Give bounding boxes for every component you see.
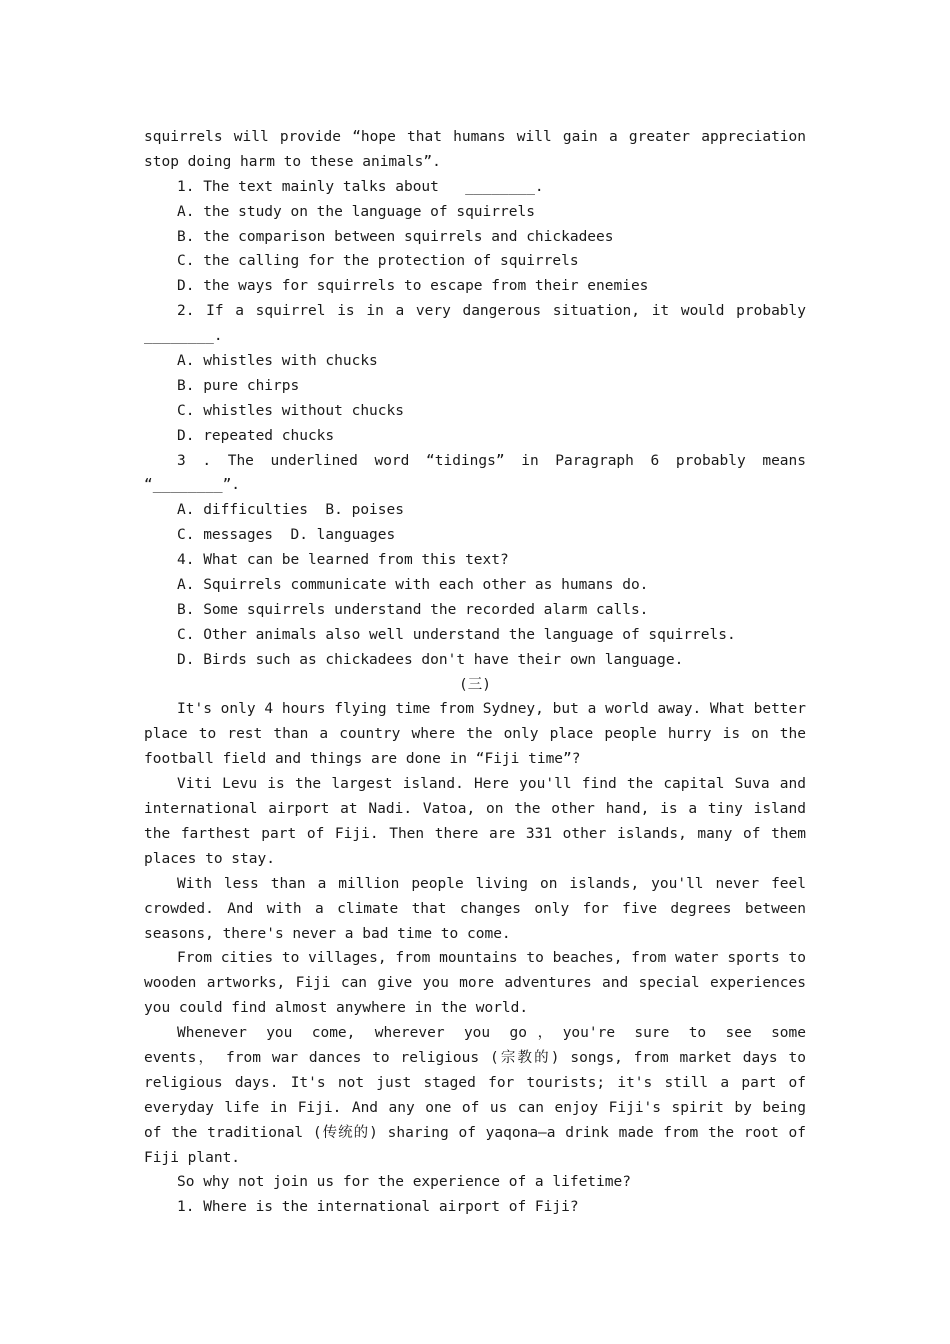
text-line: A. whistles with chucks (177, 353, 378, 370)
text-line: With less than a million people living on islands, you'll never feel (177, 875, 806, 892)
text-line: From cities to villages, from mountains to beaches, from water sports to (177, 950, 806, 967)
text-line: C. messages D. languages (177, 527, 396, 544)
text-line: B. the comparison between squirrels and chickadees (177, 228, 614, 245)
text-line: events， from war dances to religious (宗教的) songs, from market days to (144, 1049, 806, 1066)
text-line: 2. If a squirrel is in a very dangerous situation, it would probably (177, 303, 806, 320)
text-line: A. difficulties B. poises (177, 502, 404, 519)
text-line: C. the calling for the protection of squirrels (177, 253, 579, 270)
text-line: D. the ways for squirrels to escape from their enemies (177, 278, 649, 295)
text-line: ________. (144, 328, 223, 345)
text-line: crowded. And with a climate that changes only for five degrees between (144, 900, 806, 917)
text-line: stop doing harm to these animals”. (144, 153, 441, 170)
text-line: C. whistles without chucks (177, 402, 404, 419)
text-line: 1. The text mainly talks about ________. (177, 178, 544, 195)
text-line: seasons, there's never a bad time to come. (144, 925, 511, 942)
text-line: 4. What can be learned from this text? (177, 552, 509, 569)
text-line: international airport at Nadi. Vatoa, on the other hand, is a tiny island (144, 801, 806, 818)
text-line: C. Other animals also well understand the language of squirrels. (177, 626, 736, 643)
text-line: 1. Where is the international airport of Fiji? (177, 1199, 579, 1216)
text-line: place to rest than a country where the only place people hurry is on the (144, 726, 806, 743)
text-line: Viti Levu is the largest island. Here you'll find the capital Suva and (177, 776, 806, 793)
text-line: D. repeated chucks (177, 427, 335, 444)
text-line: B. pure chirps (177, 377, 300, 394)
text-line: Whenever you come, wherever you go，you're sure to see some (177, 1025, 806, 1042)
text-line: wooden artworks, Fiji can give you more adventures and special experiences (144, 975, 806, 992)
text-line: everyday life in Fiji. And any one of us can enjoy Fiji's spirit by being (144, 1099, 806, 1116)
text-line: places to stay. (144, 850, 275, 867)
section-heading: (三) (459, 676, 491, 693)
text-line: football field and things are done in “Fiji time”? (144, 751, 581, 768)
text-line: It's only 4 hours flying time from Sydney, but a world away. What better (177, 701, 806, 718)
document-body (144, 125, 806, 1220)
text-line: squirrels will provide “hope that humans will gain a greater appreciation (144, 129, 806, 145)
text-line: So why not join us for the experience of a lifetime? (177, 1174, 631, 1191)
text-line: A. the study on the language of squirrels (177, 203, 535, 220)
text-line: Fiji plant. (144, 1149, 241, 1166)
text-line: religious days. It's not just staged for tourists; it's still a part of (144, 1074, 806, 1091)
text-line: D. Birds such as chickadees don't have their own language. (177, 651, 684, 668)
text-line: of the traditional (传统的) sharing of yaqona—a drink made from the root of (144, 1124, 806, 1141)
text-line: the farthest part of Fiji. Then there are 331 other islands, many of them (144, 825, 806, 842)
text-line: B. Some squirrels understand the recorded alarm calls. (177, 601, 649, 618)
text-line: A. Squirrels communicate with each other as humans do. (177, 577, 649, 594)
text-line: you could find almost anywhere in the world. (144, 1000, 529, 1017)
text-line: “________”. (144, 477, 241, 494)
text-line: 3 . The underlined word “tidings” in Paragraph 6 probably means (177, 452, 806, 469)
